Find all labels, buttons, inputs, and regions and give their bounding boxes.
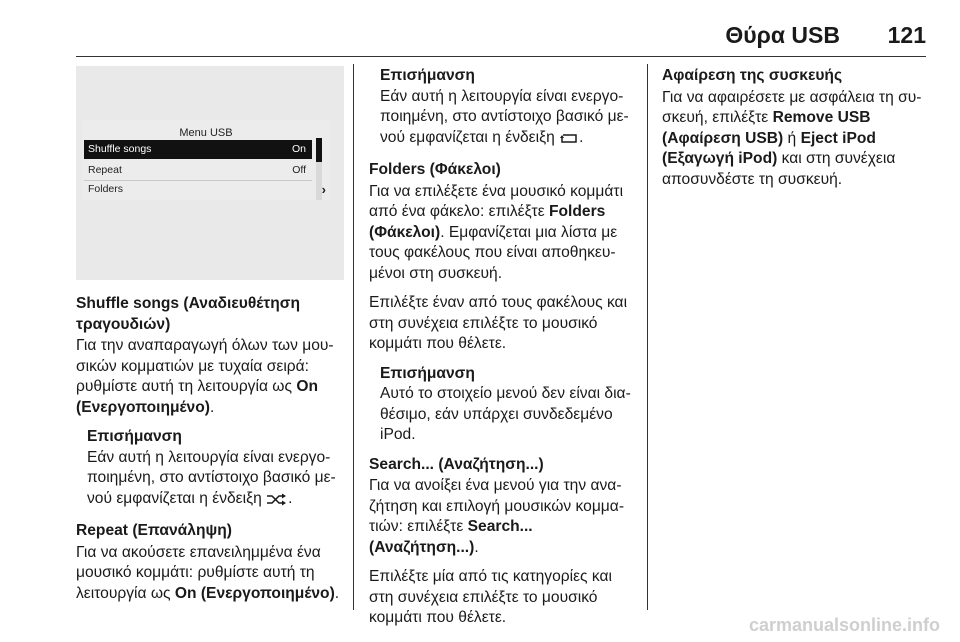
menu-screenshot: [76, 66, 344, 280]
menu-item-label: Folders: [88, 183, 124, 195]
header-divider: [76, 56, 926, 57]
note-title: Επισήμανση: [87, 428, 182, 445]
paragraph-text: Για να ανοίξει ένα μενού για την αναζήτηση και επιλογή μουσικών κομματιών: επιλέξτε: [369, 477, 625, 535]
column-left: [76, 66, 344, 613]
menu-scrollbar[interactable]: [316, 138, 322, 200]
paragraph-text: Για να επιλέξετε ένα μουσικό κομμάτι από ένα φάκελο: επιλέξτε: [369, 182, 624, 220]
paragraph: [369, 182, 632, 285]
menu-item-label: Shuffle songs: [88, 143, 152, 155]
repeat-icon: [559, 131, 579, 152]
paragraph: [76, 336, 344, 418]
section-heading-folders: Folders (Φάκελοι): [369, 161, 501, 178]
paragraph-text: Για να ακούσετε επανειλημμένα ένα μουσικό κομμάτι: ρυθμίστε αυτή τη λειτουργία ως: [76, 543, 321, 602]
note-title: Επισήμανση: [380, 364, 475, 382]
option-name: On (Ενεργοποιημένο): [76, 378, 318, 416]
menu-item-shuffle-songs[interactable]: [84, 140, 312, 159]
menu-item-label: Repeat: [88, 164, 122, 176]
page-header: [626, 22, 926, 52]
paragraph: [662, 88, 932, 191]
paragraph: Επιλέξτε έναν από τους φακέλους και στη συνέχεια επιλέξτε το μουσικό κομμάτι που θέλετε.: [369, 294, 628, 352]
note: [380, 364, 632, 446]
scrollbar-thumb[interactable]: [316, 138, 322, 162]
paragraph-text: .: [474, 538, 479, 556]
paragraph-text: Για την αναπαραγωγή όλων των μουσικών κομματιών με τυχαία σειρά: ρυθμίστε αυτή τη λειτουργία ως: [76, 337, 334, 395]
column-middle: [369, 66, 632, 638]
option-name: Eject iPod (Εξαγωγή iPod): [662, 129, 876, 167]
paragraph-text: ή: [783, 129, 801, 147]
shuffle-icon: [266, 492, 288, 513]
column-right: [662, 66, 932, 199]
menu-item-value: On: [291, 143, 306, 155]
note-text: Εάν αυτή η λειτουργία είναι ενεργοποιημένη, στο αντίστοιχο βασικό μενού εμφανίζεται η ένδειξη: [87, 448, 336, 507]
paragraph-text: .: [334, 584, 340, 602]
page-title: Θύρα USB: [725, 22, 840, 48]
note-text: Αυτό το στοιχείο μενού δεν είναι διαθέσιμο, εάν υπάρχει συνδεδεμένο iPod.: [380, 385, 631, 443]
note-text: Εάν αυτή η λειτουργία είναι ενεργοποιημένη, στο αντίστοιχο βασικό μενού εμφανίζεται η ένδειξη: [380, 87, 629, 146]
note-title: Επισήμανση: [380, 67, 475, 84]
note-text: .: [288, 489, 293, 507]
column-divider: [647, 64, 648, 610]
paragraph-text: .: [209, 398, 215, 416]
watermark: carmanualsonline.info: [748, 615, 940, 635]
note-text: .: [579, 128, 584, 146]
paragraph: [369, 476, 632, 558]
note: [380, 66, 632, 151]
paragraph-text: και στη συνέχεια αποσυνδέστε τη συσκευή.: [662, 150, 896, 188]
menu-item-value: Off: [292, 164, 306, 176]
menu-item-repeat[interactable]: [84, 161, 312, 180]
column-divider: [353, 64, 354, 610]
paragraph: [76, 543, 344, 605]
menu-title: Menu USB: [179, 127, 233, 139]
note: [87, 427, 344, 512]
option-name: Remove USB (Αφαίρεση USB): [662, 109, 871, 147]
option-name: On (Ενεργοποιημένο): [174, 584, 335, 602]
section-heading-shuffle: Shuffle songs (Αναδιευθέτηση τραγουδιών): [76, 295, 300, 333]
section-heading-remove-device: Αφαίρεση της συσκευής: [662, 67, 843, 84]
option-name: Folders (Φάκελοι): [369, 203, 606, 241]
menu-item-folders[interactable]: [84, 180, 312, 199]
page-number: 121: [887, 22, 926, 48]
chevron-right-icon: ›: [321, 182, 326, 197]
usb-menu-display: [82, 120, 330, 200]
paragraph-text: . Εμφανίζεται μια λίστα με τους φακέλους που είναι αποθηκευμένοι στη συσκευή.: [369, 223, 618, 282]
option-name: Search... (Αναζήτηση...): [369, 518, 533, 556]
paragraph: Επιλέξτε μία από τις κατηγορίες και στη συνέχεια επιλέξτε το μουσικό κομμάτι που θέλετε.: [369, 568, 612, 626]
paragraph-text: Για να αφαιρέσετε με ασφάλεια τη συσκευή, επιλέξτε: [662, 88, 922, 126]
section-heading-repeat: Repeat (Επανάληψη): [76, 522, 232, 539]
section-heading-search: Search... (Αναζήτηση...): [369, 455, 544, 473]
